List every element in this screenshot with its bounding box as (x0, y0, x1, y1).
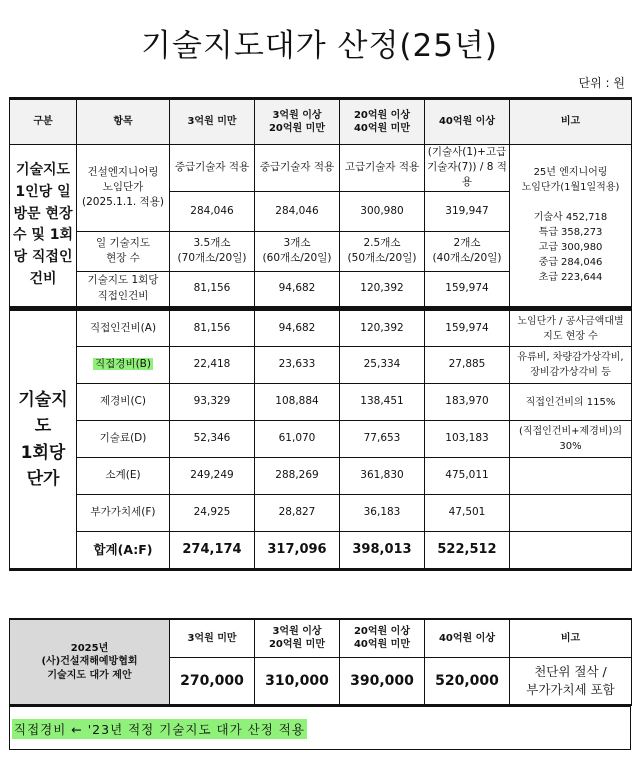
cell: 159,974 (425, 310, 510, 347)
row-item-f: 부가가치세(F) (77, 495, 170, 532)
cell: 138,451 (340, 384, 425, 421)
cell: 108,884 (255, 384, 340, 421)
cell: 120,392 (340, 310, 425, 347)
cell: 94,682 (255, 310, 340, 347)
note-d: (직접인건비+제경비)의 30% (510, 421, 632, 458)
row-item-a: 직접인건비(A) (77, 310, 170, 347)
cell: 47,501 (425, 495, 510, 532)
wage-band-3: 300,980 (340, 191, 425, 231)
sites-band-1: 3.5개소 (70개소/20일) (170, 231, 255, 271)
note-b: 유류비, 차량감가상각비, 장비감가상각비 등 (510, 347, 632, 384)
header-note: 비고 (510, 99, 632, 145)
unit-label: 단위 : 원 (578, 76, 625, 90)
total-band-4: 522,512 (425, 532, 510, 570)
cell: 103,183 (425, 421, 510, 458)
wage-band-4: 319,947 (425, 191, 510, 231)
cell: 183,970 (425, 384, 510, 421)
cell: 36,183 (340, 495, 425, 532)
header-band-2: 3억원 이상 20억원 미만 (255, 619, 340, 657)
section2-label: 기술지도 1회당 단가 (10, 310, 77, 570)
sites-band-4: 2개소 (40개소/20일) (425, 231, 510, 271)
row-item-e: 소계(E) (77, 458, 170, 495)
sites-band-3: 2.5개소 (50개소/20일) (340, 231, 425, 271)
note-total (510, 532, 632, 570)
note-c: 직접인건비의 115% (510, 384, 632, 421)
proposal-note: 천단위 절삭 / 부가가치세 포함 (510, 657, 632, 705)
row-item-c: 제경비(C) (77, 384, 170, 421)
total-band-1: 274,174 (170, 532, 255, 570)
sites-band-2: 3개소 (60개소/20일) (255, 231, 340, 271)
apply-band-4: (기술사(1)+고급 기술자(7)) / 8 적 용 (425, 145, 510, 192)
cell: 288,269 (255, 458, 340, 495)
labor-band-3: 120,392 (340, 271, 425, 307)
row-days-label: 일 기술지도 현장 수 (77, 231, 170, 271)
cell: 475,011 (425, 458, 510, 495)
row-item-b (77, 347, 170, 384)
header-band-3: 20억원 이상 40억원 미만 (340, 99, 425, 145)
footer-note: 직접경비 ← '23년 적정 기술지도 대가 산정 적용 (12, 719, 307, 739)
cell: 81,156 (170, 310, 255, 347)
unit-price-table (9, 308, 632, 571)
cell: 249,249 (170, 458, 255, 495)
apply-band-1: 중급기술자 적용 (170, 145, 255, 192)
total-band-3: 398,013 (340, 532, 425, 570)
section1-note: 25년 엔지니어링 노임단가(1월1일적용) 기술사 452,718 특급 358,273 고급 300,980 중급 284,046 초급 223,644 (510, 145, 632, 308)
note-f (510, 495, 632, 532)
cell: 361,830 (340, 458, 425, 495)
proposal-label: 2025년 (사)건설재해예방협회 기술지도 대가 제안 (10, 619, 170, 705)
header-item: 항목 (77, 99, 170, 145)
row-labor-label: 기술지도 1회당 직접인건비 (77, 271, 170, 307)
apply-band-2: 중급기술자 적용 (255, 145, 340, 192)
row-item-d: 기술료(D) (77, 421, 170, 458)
labor-band-4: 159,974 (425, 271, 510, 307)
cell: 27,885 (425, 347, 510, 384)
cell: 25,334 (340, 347, 425, 384)
cell: 52,346 (170, 421, 255, 458)
total-band-2: 317,096 (255, 532, 340, 570)
apply-band-3: 고급기술자 적용 (340, 145, 425, 192)
header-note: 비고 (510, 619, 632, 657)
header-category: 구분 (10, 99, 77, 145)
header-band-3: 20억원 이상 40억원 미만 (340, 619, 425, 657)
cell: 23,633 (255, 347, 340, 384)
wage-band-2: 284,046 (255, 191, 340, 231)
proposal-band-4: 520,000 (425, 657, 510, 705)
proposal-table (9, 618, 632, 706)
cell: 22,418 (170, 347, 255, 384)
proposal-band-1: 270,000 (170, 657, 255, 705)
labor-band-2: 94,682 (255, 271, 340, 307)
header-band-4: 40억원 이상 (425, 99, 510, 145)
cell: 24,925 (170, 495, 255, 532)
wage-band-1: 284,046 (170, 191, 255, 231)
header-band-2: 3억원 이상 20억원 미만 (255, 99, 340, 145)
header-band-1: 3억원 미만 (170, 619, 255, 657)
labor-band-1: 81,156 (170, 271, 255, 307)
highlight: 직접경비(B) (95, 358, 151, 371)
row-engineer-label: 건설엔지니어링 노임단가 (2025.1.1. 적용) (77, 145, 170, 232)
row-item-total: 합계(A:F) (77, 532, 170, 570)
page-title: 기술지도대가 산정(25년) (140, 28, 498, 64)
note-a: 노임단가 / 공사금액대별 지도 현장 수 (510, 310, 632, 347)
cell: 61,070 (255, 421, 340, 458)
header-band-1: 3억원 미만 (170, 99, 255, 145)
proposal-band-2: 310,000 (255, 657, 340, 705)
cell: 77,653 (340, 421, 425, 458)
cell: 28,827 (255, 495, 340, 532)
section1-label: 기술지도 1인당 일 방문 현장 수 및 1회 당 직접인 건비 (10, 145, 77, 308)
note-e (510, 458, 632, 495)
header-band-4: 40억원 이상 (425, 619, 510, 657)
labor-rate-table (9, 97, 632, 309)
cell: 93,329 (170, 384, 255, 421)
footer-note-box (9, 705, 631, 750)
proposal-band-3: 390,000 (340, 657, 425, 705)
